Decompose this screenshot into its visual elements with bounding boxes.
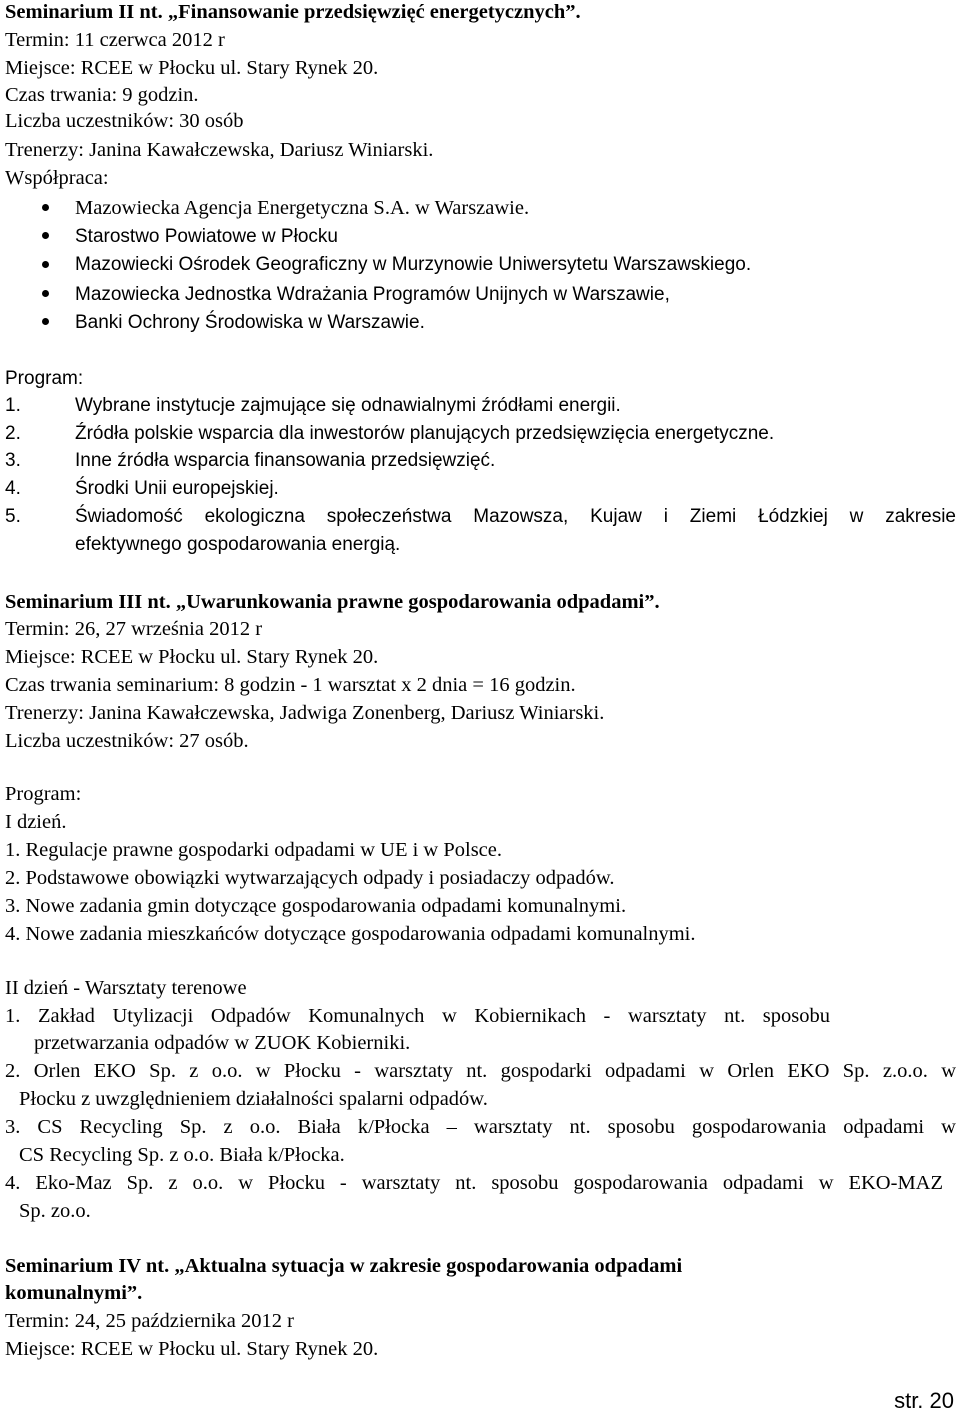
page-number: str. 20	[894, 1388, 954, 1413]
program-item: Środki Unii europejskiej.	[75, 478, 279, 499]
program-num: 2.	[5, 423, 21, 444]
seminar-4-title-continuation: komunalnymi”.	[5, 1282, 143, 1304]
day-2-item-continuation: CS Recycling Sp. z o.o. Biała k/Płocka.	[19, 1144, 345, 1166]
program-num: 3.	[5, 450, 21, 471]
day-2-item-continuation: przetwarzania odpadów w ZUOK Kobierniki.	[34, 1032, 411, 1054]
day-1-label: I dzień.	[5, 811, 67, 833]
bullet-icon	[42, 318, 49, 325]
program-item: Świadomość ekologiczna społeczeństwa Mazowsza, Kujaw i Ziemi Łódzkiej w zakresie	[75, 506, 956, 527]
day-2-item: 4. Eko-Maz Sp. z o.o. w Płocku - warsztaty nt. sposobu gospodarowania odpadami w EKO-MAZ	[5, 1172, 943, 1194]
seminar-3-trainers: Trenerzy: Janina Kawałczewska, Jadwiga Zonenberg, Dariusz Winiarski.	[5, 702, 605, 724]
day-2-item-continuation: Sp. zo.o.	[19, 1200, 91, 1222]
partner-item: Banki Ochrony Środowiska w Warszawie.	[75, 312, 425, 333]
seminar-3-location: Miejsce: RCEE w Płocku ul. Stary Rynek 20.	[5, 646, 379, 668]
program-item: Inne źródła wsparcia finansowania przedsięwzięć.	[75, 450, 496, 471]
day-2-item: 3. CS Recycling Sp. z o.o. Biała k/Płocka – warsztaty nt. sposobu gospodarowania odpadami w	[5, 1116, 956, 1138]
partner-item: Mazowiecka Jednostka Wdrażania Programów Unijnych w Warszawie,	[75, 284, 670, 305]
day-1-item: 4. Nowe zadania mieszkańców dotyczące gospodarowania odpadami komunalnymi.	[5, 923, 696, 945]
program-item: Źródła polskie wsparcia dla inwestorów planujących przedsięwzięcia energetyczne.	[75, 423, 775, 444]
day-2-item-continuation: Płocku z uwzględnieniem działalności spalarni odpadów.	[19, 1088, 488, 1110]
seminar-4-location: Miejsce: RCEE w Płocku ul. Stary Rynek 20.	[5, 1338, 379, 1360]
seminar-2-trainers: Trenerzy: Janina Kawałczewska, Dariusz Winiarski.	[5, 139, 434, 161]
seminar-2-participants: Liczba uczestników: 30 osób	[5, 110, 244, 132]
day-2-label: II dzień - Warsztaty terenowe	[5, 977, 247, 999]
bullet-icon	[42, 261, 49, 268]
day-1-item: 1. Regulacje prawne gospodarki odpadami w UE i w Polsce.	[5, 839, 503, 861]
program-num: 4.	[5, 478, 21, 499]
day-2-item: 1. Zakład Utylizacji Odpadów Komunalnych w Kobiernikach - warsztaty nt. sposobu	[5, 1005, 830, 1027]
bullet-icon	[42, 290, 49, 297]
day-1-item: 3. Nowe zadania gmin dotyczące gospodarowania odpadami komunalnymi.	[5, 895, 627, 917]
seminar-4-date: Termin: 24, 25 października 2012 r	[5, 1310, 294, 1332]
seminar-3-participants: Liczba uczestników: 27 osób.	[5, 730, 249, 752]
seminar-3-duration: Czas trwania seminarium: 8 godzin - 1 warsztat x 2 dnia = 16 godzin.	[5, 674, 576, 696]
seminar-3-date: Termin: 26, 27 września 2012 r	[5, 618, 263, 640]
seminar-2-duration: Czas trwania: 9 godzin.	[5, 84, 199, 106]
day-2-item: 2. Orlen EKO Sp. z o.o. w Płocku - warsztaty nt. gospodarki odpadami w Orlen EKO Sp. z.o.o. w	[5, 1060, 956, 1082]
seminar-2-location: Miejsce: RCEE w Płocku ul. Stary Rynek 20.	[5, 57, 379, 79]
day-1-item: 2. Podstawowe obowiązki wytwarzających odpady i posiadaczy odpadów.	[5, 867, 615, 889]
bullet-icon	[42, 204, 49, 211]
seminar-3-program-label: Program:	[5, 783, 82, 805]
bullet-icon	[42, 232, 49, 239]
program-item: Wybrane instytucje zajmujące się odnawialnymi źródłami energii.	[75, 395, 621, 416]
partner-item: Starostwo Powiatowe w Płocku	[75, 226, 338, 247]
seminar-2-cooperation-label: Współpraca:	[5, 167, 109, 189]
seminar-4-title: Seminarium IV nt. „Aktualna sytuacja w zakresie gospodarowania odpadami	[5, 1255, 683, 1277]
program-num: 1.	[5, 395, 21, 416]
program-num: 5.	[5, 506, 21, 527]
seminar-2-title: Seminarium II nt. „Finansowanie przedsięwzięć energetycznych”.	[5, 1, 581, 23]
partner-item: Mazowiecki Ośrodek Geograficzny w Murzynowie Uniwersytetu Warszawskiego.	[75, 254, 752, 275]
partner-item: Mazowiecka Agencja Energetyczna S.A. w Warszawie.	[75, 197, 530, 219]
seminar-2-date: Termin: 11 czerwca 2012 r	[5, 29, 225, 51]
program-item-continuation: efektywnego gospodarowania energią.	[75, 534, 401, 555]
seminar-3-title: Seminarium III nt. „Uwarunkowania prawne gospodarowania odpadami”.	[5, 591, 660, 613]
seminar-2-program-label: Program:	[5, 368, 84, 389]
